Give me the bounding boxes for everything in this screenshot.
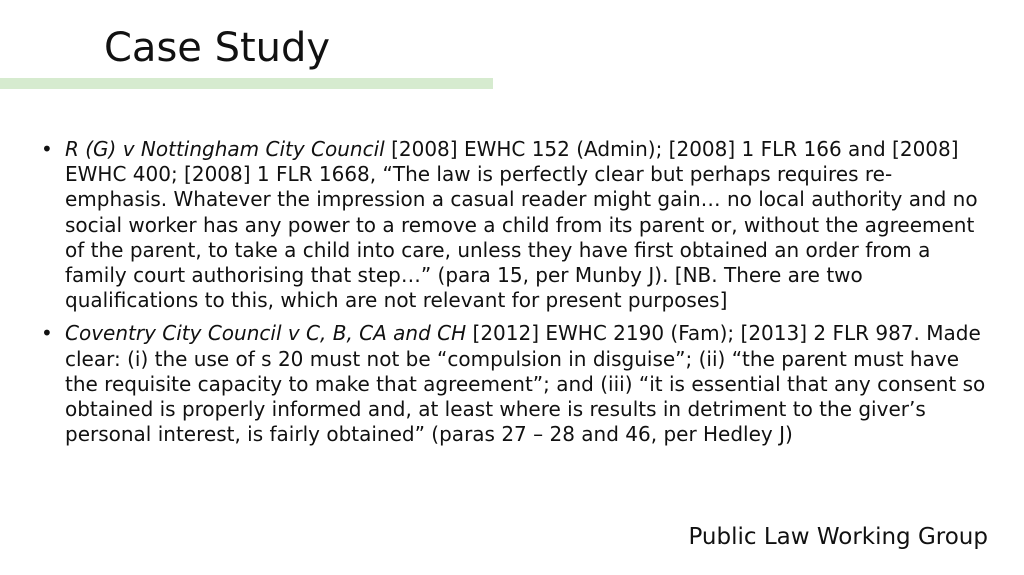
case-name-1: R (G) v Nottingham City Council [65, 137, 385, 161]
bullet-item-1 [40, 137, 990, 313]
slide-title: Case Study [104, 25, 331, 71]
case-text-2: [2012] EWHC 2190 (Fam); [2013] 2 FLR 987. Made clear: (i) the use of s 20 must not be “compulsion in disguise”; (ii) “the parent must have the requisite capacity to make that agreement”; and (iii) “it is essential that any consent so obtained is properly informed and, at least where is results in detriment to the giver’s personal interest, is fairly obtained” (paras 27 – 28 and 46, per Hedley J) [65, 321, 986, 447]
case-name-2: Coventry City Council v C, B, CA and CH [65, 321, 467, 346]
bullet-icon: • [41, 137, 53, 161]
bullet-list [40, 137, 990, 455]
bullet-icon: • [41, 321, 53, 346]
bullet-item-2 [40, 321, 990, 447]
case-text-1: [2008] EWHC 152 (Admin); [2008] 1 FLR 166 and [2008] EWHC 400; [2008] 1 FLR 1668, “The law is perfectly clear but perhaps requires re-emphasis. Whatever the impression a casual reader might gain… no local authority and no social worker has any power to a remove a child from its parent or, without the agreement of the parent, to take a child into care, unless they have first obtained an order from a family court authorising that step…” (para 15, per Munby J). [NB. There are two qualifications to this, which are not relevant for present purposes] [65, 137, 978, 313]
title-accent-bar [0, 78, 493, 89]
footer-organization: Public Law Working Group [688, 524, 988, 550]
